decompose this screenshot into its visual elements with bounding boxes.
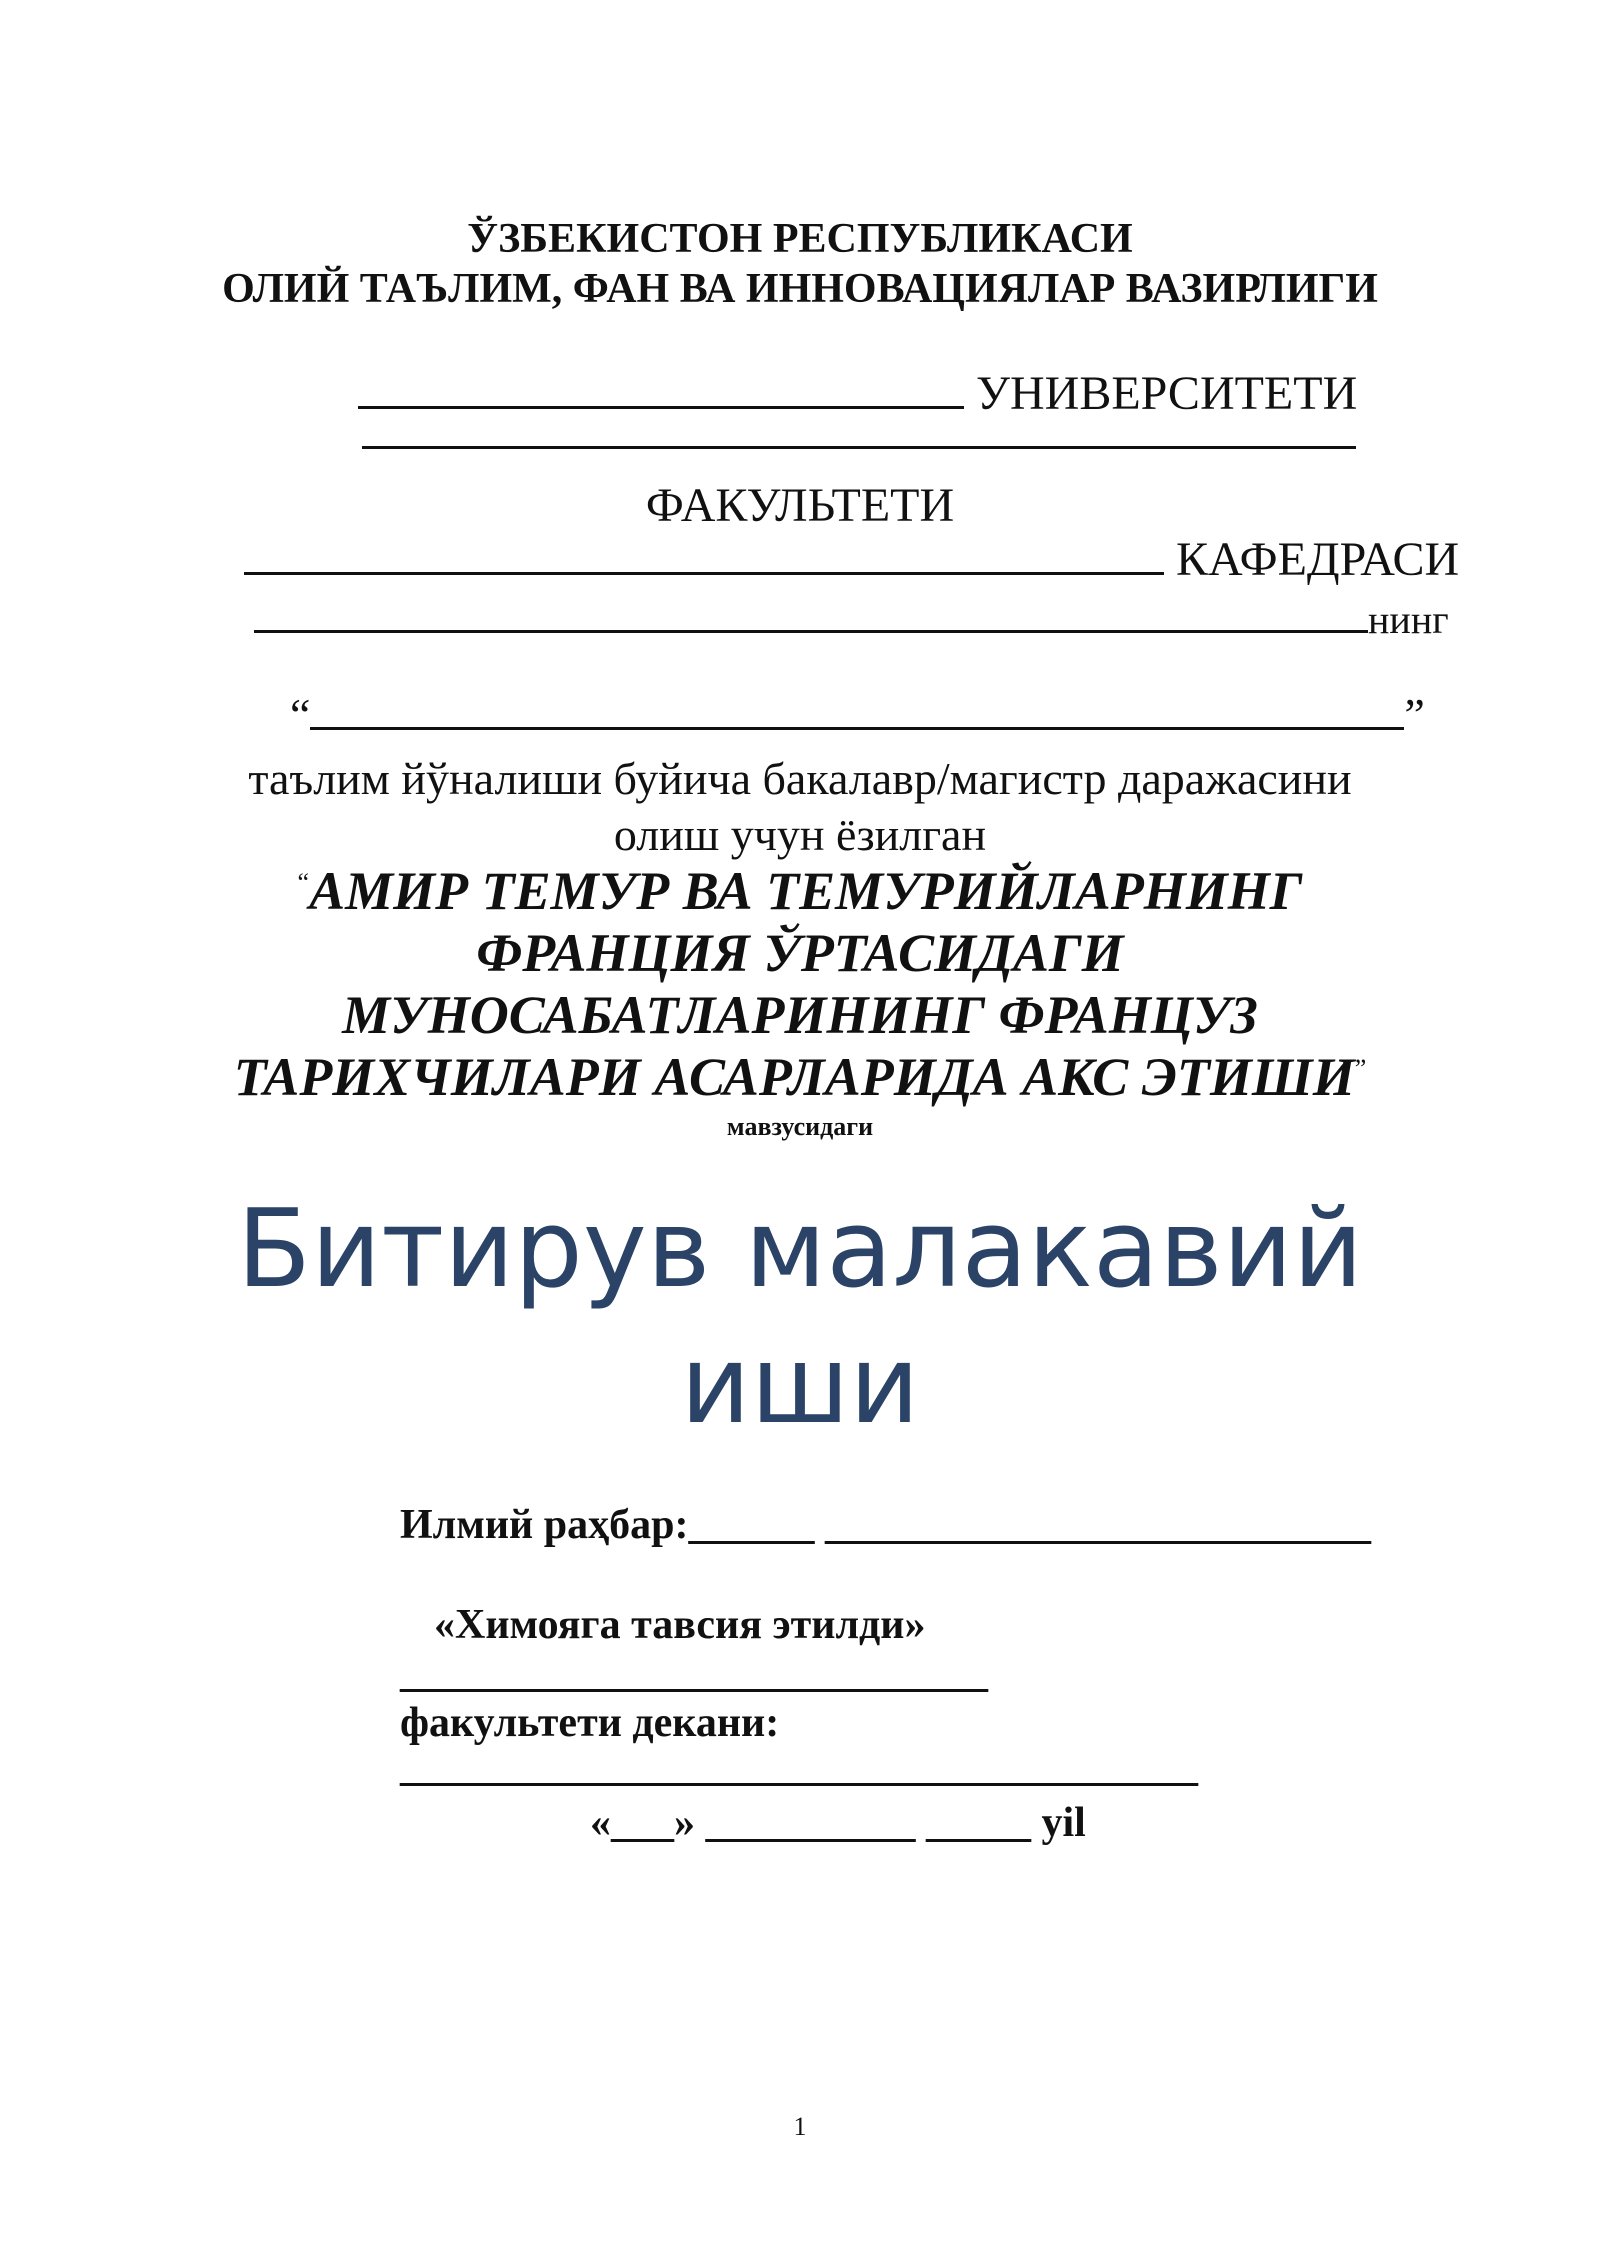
work-title-line-1: Битирув малакавий xyxy=(236,1187,1364,1312)
dean-label: факультети декани: xyxy=(400,1700,780,1746)
topic-open-quote: “ xyxy=(297,868,310,897)
topic-close-quote: ” xyxy=(1354,1054,1367,1083)
recommended-label: «Химояга тавсия этилди» xyxy=(434,1602,926,1648)
work-title-line-2: иши xyxy=(680,1323,920,1448)
faculty-blank xyxy=(362,446,1356,449)
department-blank xyxy=(244,568,1164,575)
topic-text-1: АМИР ТЕМУР ВА ТЕМУРИЙЛАРНИНГ xyxy=(309,861,1303,921)
university-blank xyxy=(358,402,964,409)
topic-subtitle: мавзусидаги xyxy=(726,1112,874,1141)
ning-line xyxy=(254,597,1449,642)
topic-line-4 xyxy=(0,1047,1600,1107)
ning-label: нинг xyxy=(1368,597,1449,642)
dean-signature-blank: ______________________________________ xyxy=(400,1744,1198,1790)
faculty-label: ФАКУЛЬТЕТИ xyxy=(645,479,955,532)
direction-blank xyxy=(310,723,1404,730)
topic-text-4: ТАРИХЧИЛАРИ АСАРЛАРИДА АКС ЭТИШИ xyxy=(233,1047,1355,1107)
page-number: 1 xyxy=(793,2112,807,2141)
direction-text-1: таълим йўналиши буйича бакалавр/магистр даражасини xyxy=(248,753,1352,804)
topic-line-1 xyxy=(0,861,1600,921)
department-line xyxy=(244,533,1460,586)
university-line xyxy=(358,367,1358,420)
date-line: «___» __________ _____ yil xyxy=(590,1800,1086,1846)
direction-close-quote: ” xyxy=(1404,689,1425,740)
topic-line-3: МУНОСАБАТЛАРИНИНГ ФРАНЦУЗ xyxy=(342,985,1258,1045)
direction-line xyxy=(290,689,1425,740)
ning-blank xyxy=(254,626,1368,633)
ministry-name: ОЛИЙ ТАЪЛИМ, ФАН ВА ИННОВАЦИЯЛАР ВАЗИРЛИГИ xyxy=(222,266,1378,312)
dean-faculty-blank: ____________________________ xyxy=(400,1650,988,1696)
ministry-country: ЎЗБЕКИСТОН РЕСПУБЛИКАСИ xyxy=(467,216,1133,262)
direction-text-2: олиш учун ёзилган xyxy=(613,809,987,860)
university-label: УНИВЕРСИТЕТИ xyxy=(976,367,1358,420)
direction-open-quote: “ xyxy=(290,689,311,740)
supervisor-line: Илмий раҳбар:______ __________________________ xyxy=(400,1502,1371,1548)
topic-line-2: ФРАНЦИЯ ЎРТАСИДАГИ xyxy=(476,923,1124,983)
department-label: КАФЕДРАСИ xyxy=(1176,533,1460,586)
